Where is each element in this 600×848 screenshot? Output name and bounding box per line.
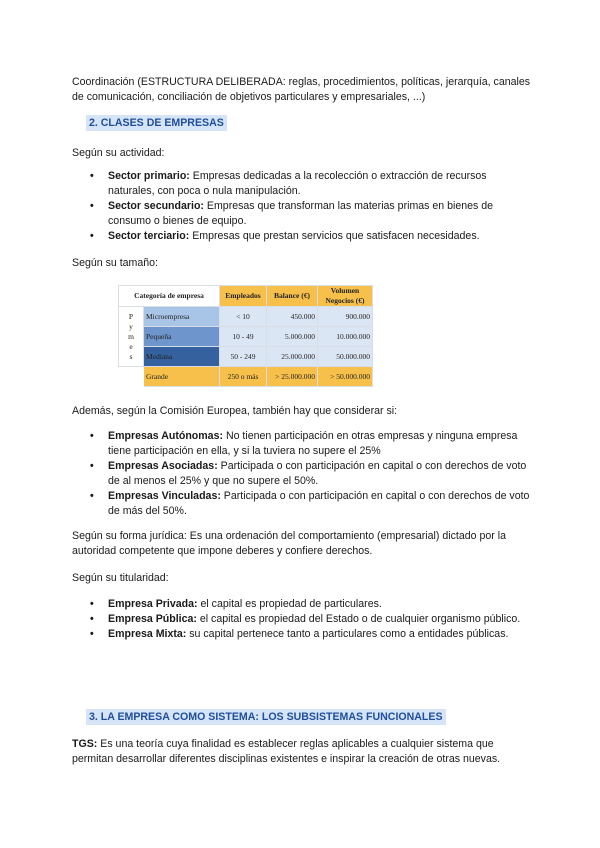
header-volume: Volumen Negocios (€)	[318, 286, 373, 307]
list-item: • Sector secundario: Empresas que transforman las materias primas en bienes de consumo o bienes de equipo.	[90, 200, 494, 227]
list-item: • Empresas Asociadas: Participada o con participación en capital o con derechos de voto de al menos el 25% y que no supere el 50%.	[90, 460, 527, 487]
table-cell: Pequeña	[144, 327, 220, 347]
ownership-label: Según su titularidad:	[72, 572, 169, 584]
list-item: • Empresas Vinculadas: Participada o con participación en capital o con derechos de voto de más del 50%.	[90, 490, 530, 517]
empty-cell	[119, 367, 144, 387]
list-item: • Sector primario: Empresas dedicadas a la recolección o extracción de recursos naturales, con poca o nula manipulación.	[90, 170, 487, 197]
table-cell: 50.000.000	[318, 347, 373, 367]
list-item: • Empresa Pública: el capital es propiedad del Estado o de cualquier organismo público.	[90, 613, 521, 625]
activity-list	[72, 169, 532, 244]
list-item: • Empresas Autónomas: No tienen participación en otras empresas y ninguna empresa tiene participación en ella, y si la tuviera no supere el 25%	[90, 430, 518, 457]
legal-paragraph: Según su forma jurídica: Es una ordenación del comportamiento (empresarial) dictado por la autoridad competente que impone deberes y confiere derechos.	[72, 530, 506, 557]
table-cell: Grande	[144, 367, 220, 387]
table-cell: 25.000.000	[267, 347, 318, 367]
section-3-heading: 3. LA EMPRESA COMO SISTEMA: LOS SUBSISTEMAS FUNCIONALES	[86, 709, 446, 725]
list-item: • Sector terciario: Empresas que prestan servicios que satisfacen necesidades.	[90, 230, 480, 242]
activity-label: Según su actividad:	[72, 147, 165, 159]
table-cell: > 25.000.000	[267, 367, 318, 387]
list-item: • Empresa Privada: el capital es propiedad de particulares.	[90, 598, 382, 610]
table-cell: 250 o más	[220, 367, 267, 387]
header-category: Categoría de empresa	[119, 286, 220, 307]
company-size-table	[118, 285, 373, 387]
table-cell: 900.000	[318, 307, 373, 327]
section-2-heading: 2. CLASES DE EMPRESAS	[86, 115, 227, 131]
pymes-label: P y m e s	[119, 307, 144, 367]
intro-paragraph: Coordinación (ESTRUCTURA DELIBERADA: reglas, procedimientos, políticas, jerarquía, canales de comunicación, conciliación de objetivos particulares y empresariales, ...)	[72, 76, 531, 103]
table-cell: 450.000	[267, 307, 318, 327]
table-cell: Mediana	[144, 347, 220, 367]
table-cell: < 10	[220, 307, 267, 327]
eu-list	[72, 429, 532, 519]
ownership-list	[72, 597, 532, 642]
header-employees: Empleados	[220, 286, 267, 307]
tgs-paragraph: TGS: Es una teoría cuya finalidad es establecer reglas aplicables a cualquier sistema que permitan desarrollar diferentes disciplinas existentes e inspirar la creación de otras nuevas.	[72, 738, 501, 765]
header-balance: Balance (€)	[267, 286, 318, 307]
eu-label: Además, según la Comisión Europea, también hay que considerar si:	[72, 405, 398, 417]
table-cell: 10.000.000	[318, 327, 373, 347]
table-cell: Microempresa	[144, 307, 220, 327]
list-item: • Empresa Mixta: su capital pertenece tanto a particulares como a entidades públicas.	[90, 628, 509, 640]
table-cell: > 50.000.000	[318, 367, 373, 387]
size-label: Según su tamaño:	[72, 257, 158, 269]
table-cell: 50 - 249	[220, 347, 267, 367]
table-cell: 10 - 49	[220, 327, 267, 347]
table-cell: 5.000.000	[267, 327, 318, 347]
